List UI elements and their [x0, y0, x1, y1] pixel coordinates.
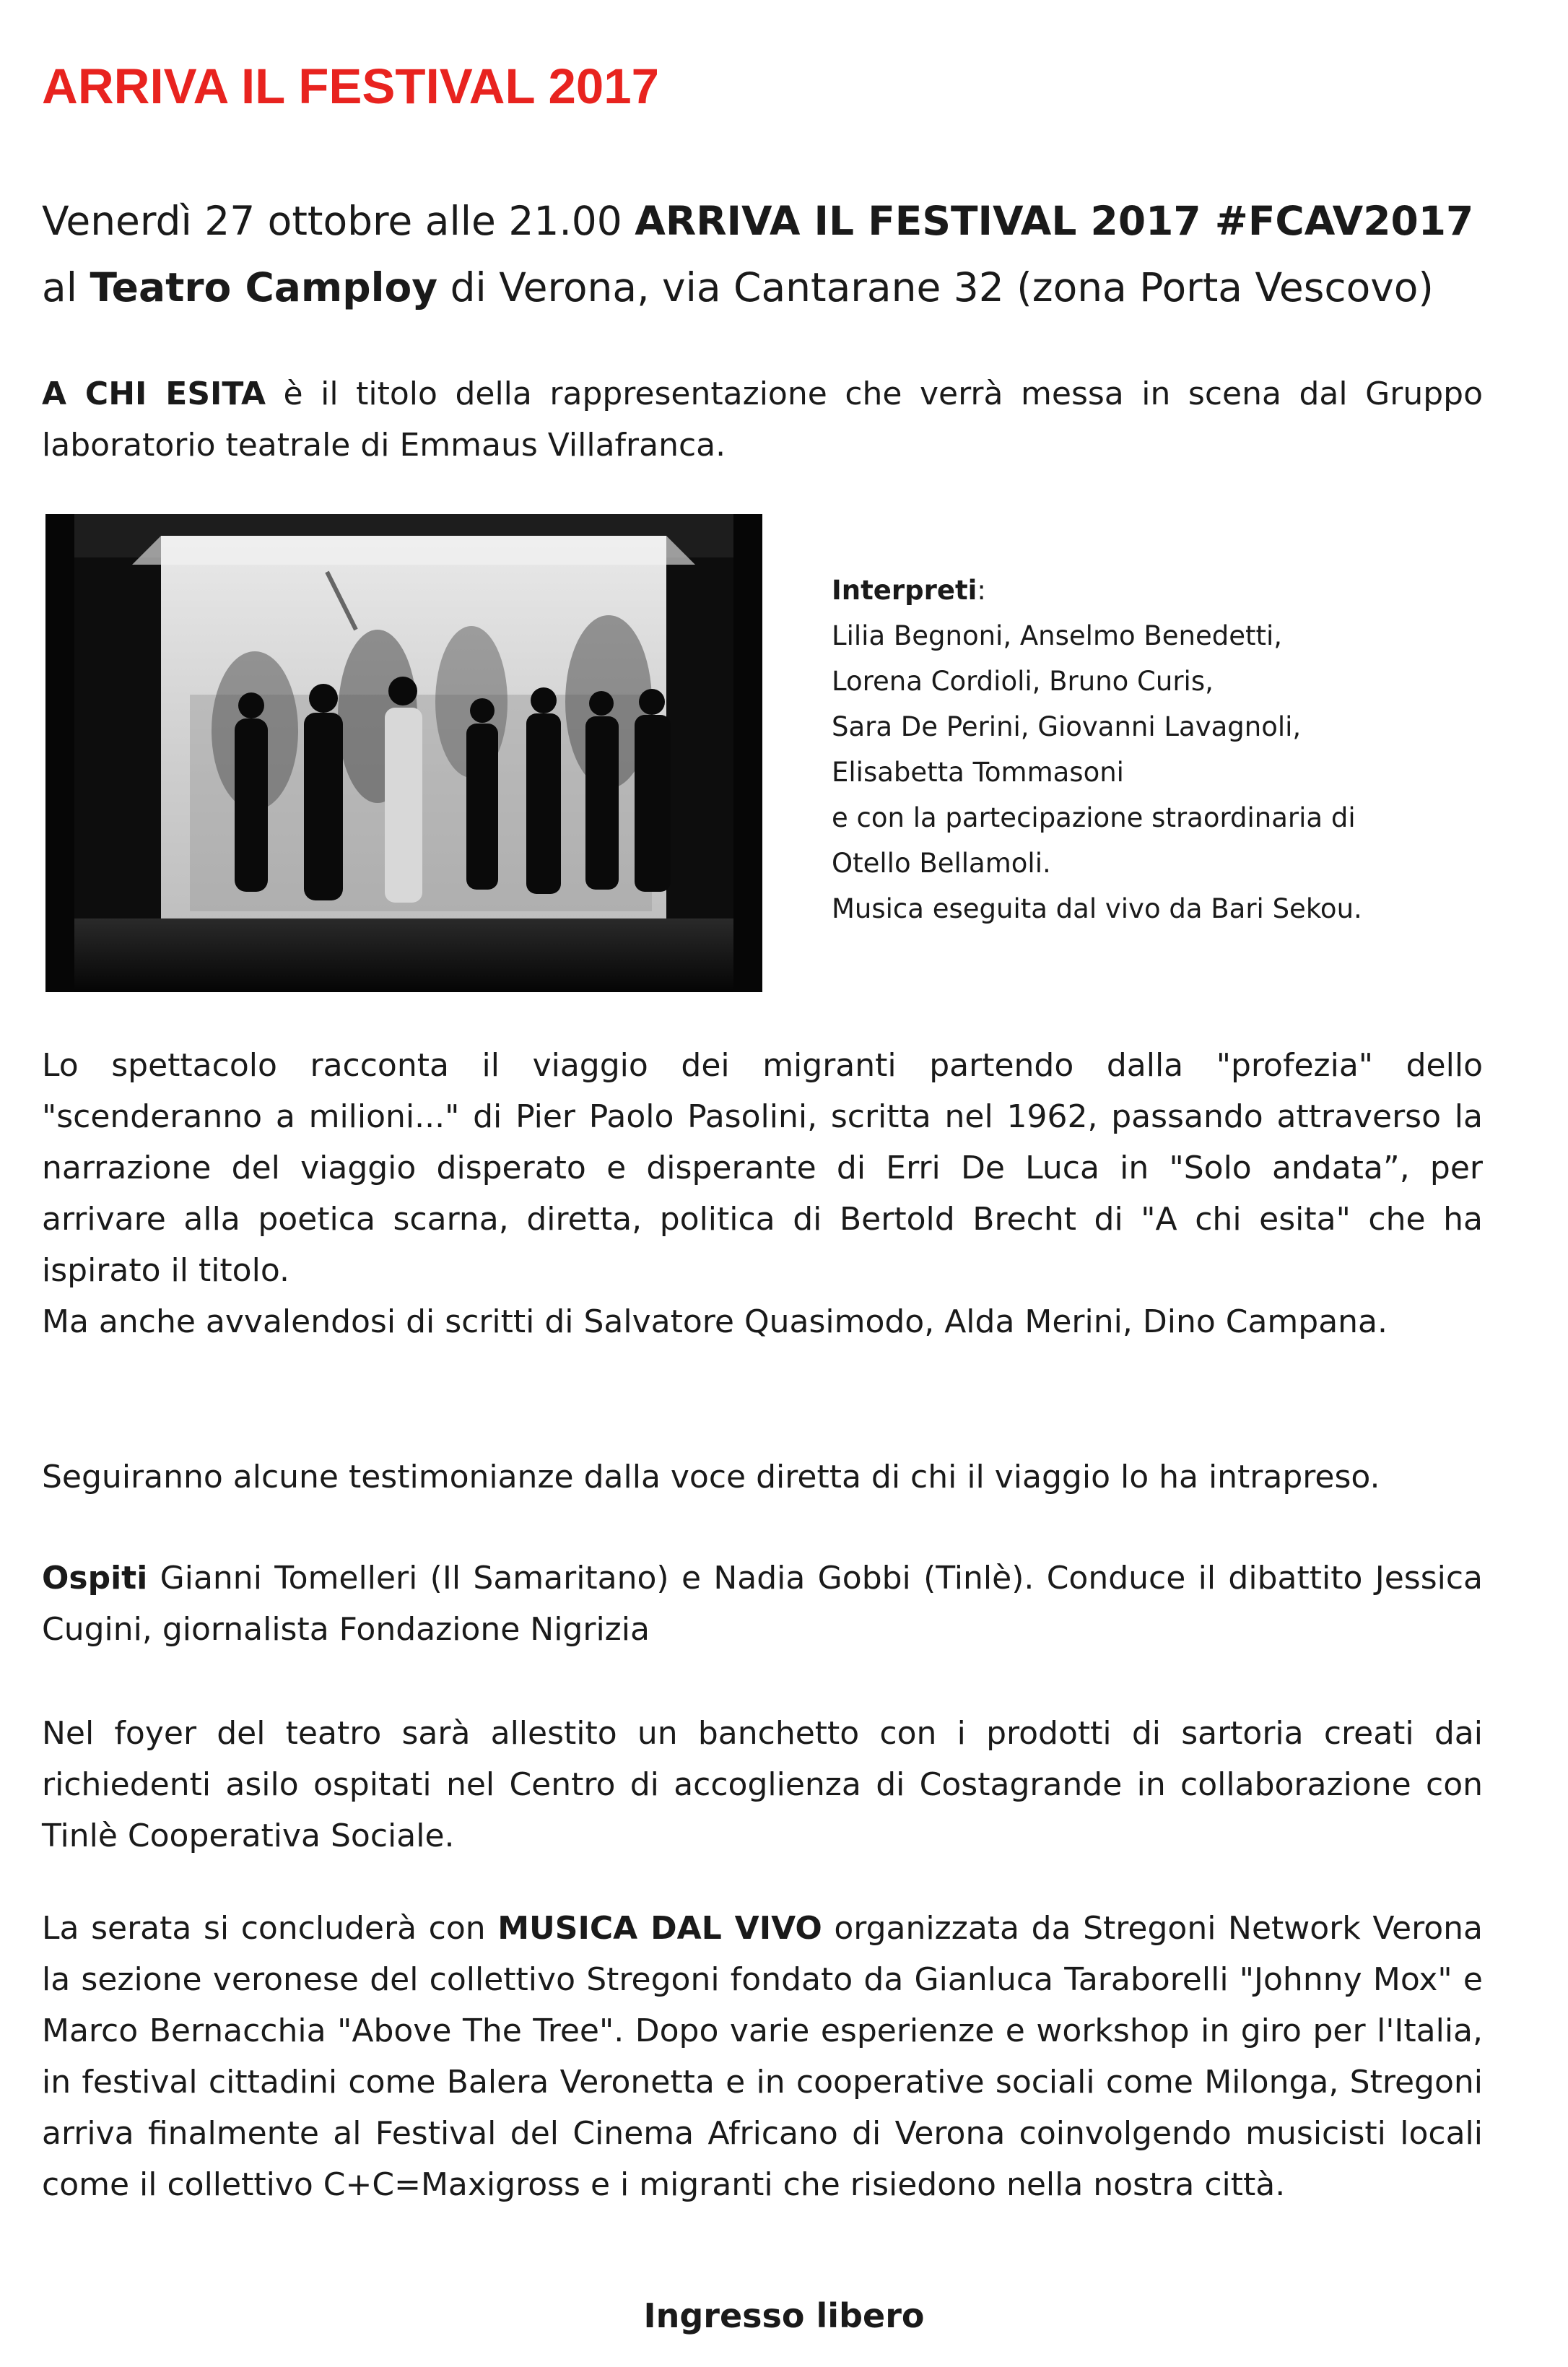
testimonies-paragraph: Seguiranno alcune testimonianze dalla voce diretta di chi il viaggio lo ha intrapreso.: [42, 1459, 1380, 1495]
cast-line: Sara De Perini, Giovanni Lavagnoli,: [832, 711, 1302, 742]
guests-paragraph: [42, 1552, 1483, 1655]
lead-prefix: al: [42, 264, 90, 310]
cast-line: Otello Bellamoli.: [832, 848, 1051, 879]
stage-photo-image: [45, 514, 762, 992]
cast-line: Lorena Cordioli, Bruno Curis,: [832, 666, 1214, 697]
cast-line: e con la partecipazione straordinaria di: [832, 802, 1356, 833]
cast-heading: [832, 568, 1481, 613]
story-text-2: Ma anche avvalendosi di scritti di Salvatore Quasimodo, Alda Merini, Dino Campana.: [42, 1303, 1388, 1340]
cast-label: Interpreti: [832, 575, 977, 606]
story-paragraph: [42, 1040, 1483, 1347]
lead-venue-name: Teatro Camploy: [90, 264, 438, 310]
intro-text: è il titolo della rappresentazione che verrà messa in scena dal Gruppo laboratorio teatrale di Emmaus Villafranca.: [42, 375, 1483, 464]
stage-photo: [45, 514, 762, 992]
music-text-b: organizzata da Stregoni Network Verona la sezione veronese del collettivo Stregoni fondato da Gianluca Taraborelli "Johnny Mox" e Marco Bernacchia "Above The Tree". Dopo varie esperienze e workshop in giro per l'Italia, in festival cittadini come Balera Veronetta e in cooperative sociali come Milonga, Stregoni arriva finalmente al Festival del Cinema Africano di Verona coinvolgendo musicisti locali come il collettivo C+C=Maxigross e i migranti che risiedono nella nostra città.: [42, 1910, 1483, 2203]
foyer-paragraph: Nel foyer del teatro sarà allestito un banchetto con i prodotti di sartoria creati dai richiedenti asilo ospitati nel Centro di accoglienza di Costagrande in collaborazione con Tinlè Cooperativa Sociale.: [42, 1715, 1483, 1854]
music-highlight: MUSICA DAL VIVO: [497, 1910, 822, 1947]
guests-label: Ospiti: [42, 1560, 148, 1597]
page-title: ARRIVA IL FESTIVAL 2017: [42, 58, 660, 114]
lead-date-time: Venerdì 27 ottobre alle 21.00: [42, 198, 635, 244]
guests-text: Gianni Tomelleri (Il Samaritano) e Nadia Gobbi (Tinlè). Conduce il dibattito Jessica Cugini, giornalista Fondazione Nigrizia: [42, 1560, 1483, 1648]
lead-line-1: [42, 188, 1500, 254]
story-text-1: Lo spettacolo racconta il viaggio dei migranti partendo dalla "profezia" dello "scenderanno a milioni..." di Pier Paolo Pasolini, scritta nel 1962, passando attraverso la narrazione del viaggio disperato e disperante di Erri De Luca in "Solo andata”, per arrivare alla poetica scarna, diretta, politica di Bertold Brecht di "A chi esita" che ha ispirato il titolo.: [42, 1047, 1483, 1289]
free-entry-note: Ingresso libero: [643, 2296, 925, 2335]
cast-list: [832, 568, 1481, 931]
lead-line-2: [42, 254, 1500, 321]
cast-line: Musica eseguita dal vivo da Bari Sekou.: [832, 893, 1362, 924]
music-paragraph: [42, 1903, 1483, 2210]
music-text-a: La serata si concluderà con: [42, 1910, 498, 1947]
show-title: A CHI ESITA: [42, 375, 266, 412]
cast-line: Lilia Begnoni, Anselmo Benedetti,: [832, 620, 1283, 651]
event-lead: [42, 188, 1500, 321]
cast-label-colon: :: [977, 575, 986, 606]
lead-festival-name: ARRIVA IL FESTIVAL 2017 #FCAV2017: [635, 198, 1474, 244]
cast-line: Elisabetta Tommasoni: [832, 757, 1124, 788]
lead-address: di Verona, via Cantarane 32 (zona Porta Vescovo): [437, 264, 1434, 310]
intro-paragraph: [42, 368, 1483, 471]
